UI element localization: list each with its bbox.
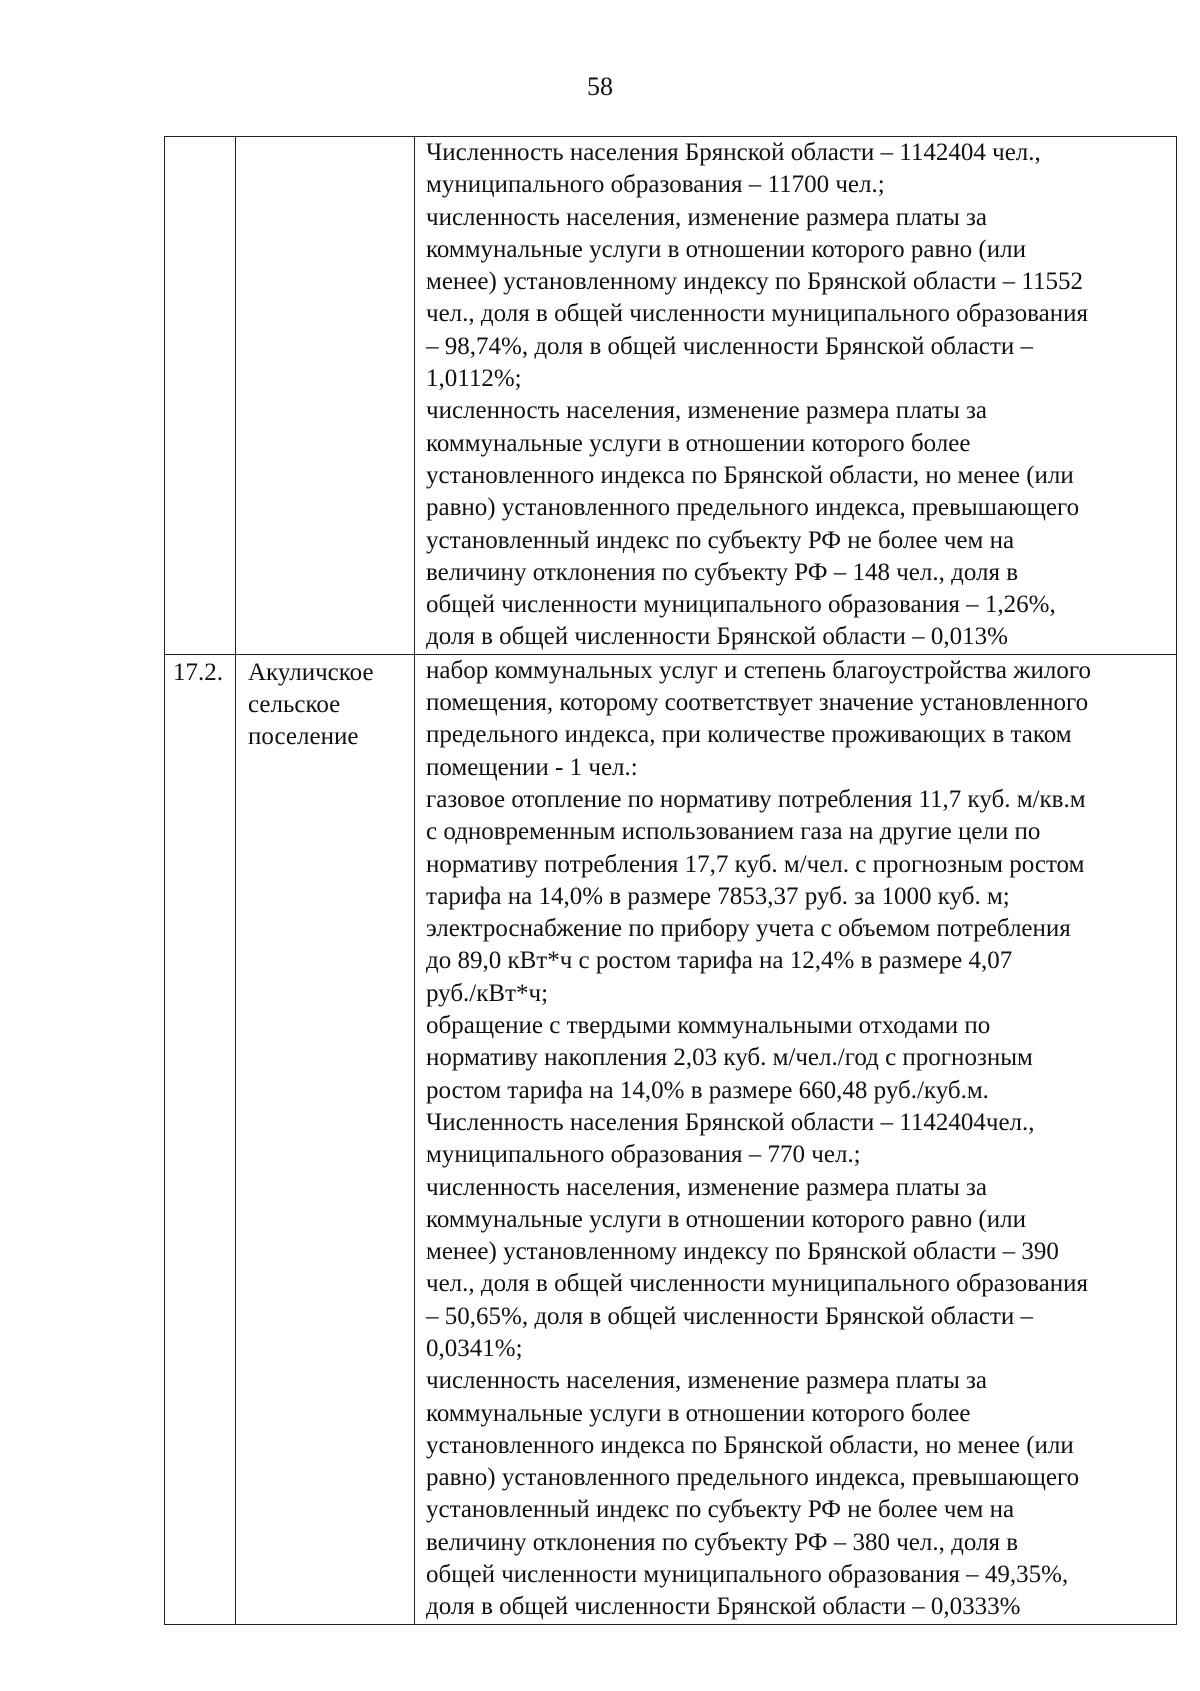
text-line: коммунальные услуги в отношении которого более xyxy=(426,1399,971,1427)
text-line: руб./кВт*ч; xyxy=(426,979,549,1007)
municipality-name-cell xyxy=(236,137,415,655)
text-line: численность населения, изменение размера платы за xyxy=(426,1367,987,1395)
description-cell xyxy=(415,137,1177,655)
text-line: муниципального образования – 770 чел.; xyxy=(426,1141,861,1169)
text-line: численность населения, изменение размера платы за xyxy=(426,1173,987,1201)
text-line: обращение с твердыми коммунальными отходами по xyxy=(426,1012,991,1040)
municipality-name-cell xyxy=(236,654,415,1624)
text-line: 1,0112%; xyxy=(426,365,522,393)
text-line: доля в общей численности Брянской области – 0,0333% xyxy=(426,1593,1021,1621)
row-number xyxy=(165,137,235,139)
text-line: газовое отопление по нормативу потребления 11,7 куб. м/кв.м xyxy=(426,785,1086,813)
text-line: ростом тарифа на 14,0% в размере 660,48 руб./куб.м. xyxy=(426,1076,989,1104)
text-line: предельного индекса, при количестве проживающих в таком xyxy=(426,721,1072,749)
table-row xyxy=(165,654,1177,1624)
text-line: равно) установленного предельного индекса, превышающего xyxy=(426,494,1080,522)
text-line: тарифа на 14,0% в размере 7853,37 руб. за 1000 куб. м; xyxy=(426,882,1010,910)
text-line: – 98,74%, доля в общей численности Брянской области – xyxy=(426,332,1033,360)
text-line: Численность населения Брянской области – 1142404чел., xyxy=(426,1108,1035,1136)
text-line: установленный индекс по субъекту РФ не более чем на xyxy=(426,526,1015,554)
row-number: 17.2. xyxy=(173,658,223,686)
text-line: Акуличское xyxy=(248,658,374,686)
municipality-name xyxy=(236,137,414,139)
text-line: численность населения, изменение размера платы за xyxy=(426,203,987,231)
text-line: численность населения, изменение размера платы за xyxy=(426,397,987,425)
text-line: помещения, которому соответствует значение установленного xyxy=(426,689,1089,717)
text-line: чел., доля в общей численности муниципального образования xyxy=(426,1270,1088,1298)
text-line: нормативу накопления 2,03 куб. м/чел./год с прогнозным xyxy=(426,1044,1033,1072)
text-line: помещении - 1 чел.: xyxy=(426,753,638,781)
text-line: менее) установленному индексу по Брянской области – 390 xyxy=(426,1238,1059,1266)
text-line: величину отклонения по субъекту РФ – 148 чел., доля в xyxy=(426,558,1019,586)
page-number: 58 xyxy=(587,72,613,101)
row-number-cell xyxy=(165,137,236,655)
description-text xyxy=(415,137,1176,654)
description-cell xyxy=(415,654,1177,1624)
text-line: с одновременным использованием газа на другие цели по xyxy=(426,818,1041,846)
municipality-name xyxy=(236,655,414,754)
text-line: муниципального образования – 11700 чел.; xyxy=(426,171,885,199)
text-line: коммунальные услуги в отношении которого равно (или xyxy=(426,235,1026,263)
text-line: сельское xyxy=(248,691,341,719)
text-line: общей численности муниципального образования – 49,35%, xyxy=(426,1561,1069,1589)
text-line: до 89,0 кВт*ч с ростом тарифа на 12,4% в размере 4,07 xyxy=(426,947,1013,975)
text-line: 0,0341%; xyxy=(426,1334,523,1362)
text-line: чел., доля в общей численности муниципального образования xyxy=(426,300,1088,328)
text-line: установленного индекса по Брянской области, но менее (или xyxy=(426,461,1074,489)
text-line: установленный индекс по субъекту РФ не более чем на xyxy=(426,1496,1015,1524)
text-line: общей численности муниципального образования – 1,26%, xyxy=(426,591,1056,619)
text-line: электроснабжение по прибору учета с объемом потребления xyxy=(426,915,1071,943)
text-line: – 50,65%, доля в общей численности Брянской области – xyxy=(426,1302,1033,1330)
text-line: коммунальные услуги в отношении которого равно (или xyxy=(426,1205,1026,1233)
table-body xyxy=(165,137,1177,1625)
text-line: менее) установленному индексу по Брянской области – 11552 xyxy=(426,268,1083,296)
text-line: нормативу потребления 17,7 куб. м/чел. с прогнозным ростом xyxy=(426,850,1085,878)
text-line: установленного индекса по Брянской области, но менее (или xyxy=(426,1431,1074,1459)
table-row xyxy=(165,137,1177,655)
text-line: доля в общей численности Брянской области – 0,013% xyxy=(426,623,1008,651)
text-line: коммунальные услуги в отношении которого более xyxy=(426,429,971,457)
text-line: поселение xyxy=(248,723,359,751)
text-line: набор коммунальных услуг и степень благоустройства жилого xyxy=(426,656,1091,684)
text-line: величину отклонения по субъекту РФ – 380 чел., доля в xyxy=(426,1528,1019,1556)
text-line: Численность населения Брянской области – 1142404 чел., xyxy=(426,139,1041,166)
tariff-table xyxy=(164,136,1177,1625)
description-text xyxy=(415,655,1176,1624)
row-number-cell xyxy=(165,654,236,1624)
text-line: равно) установленного предельного индекса, превышающего xyxy=(426,1464,1080,1492)
